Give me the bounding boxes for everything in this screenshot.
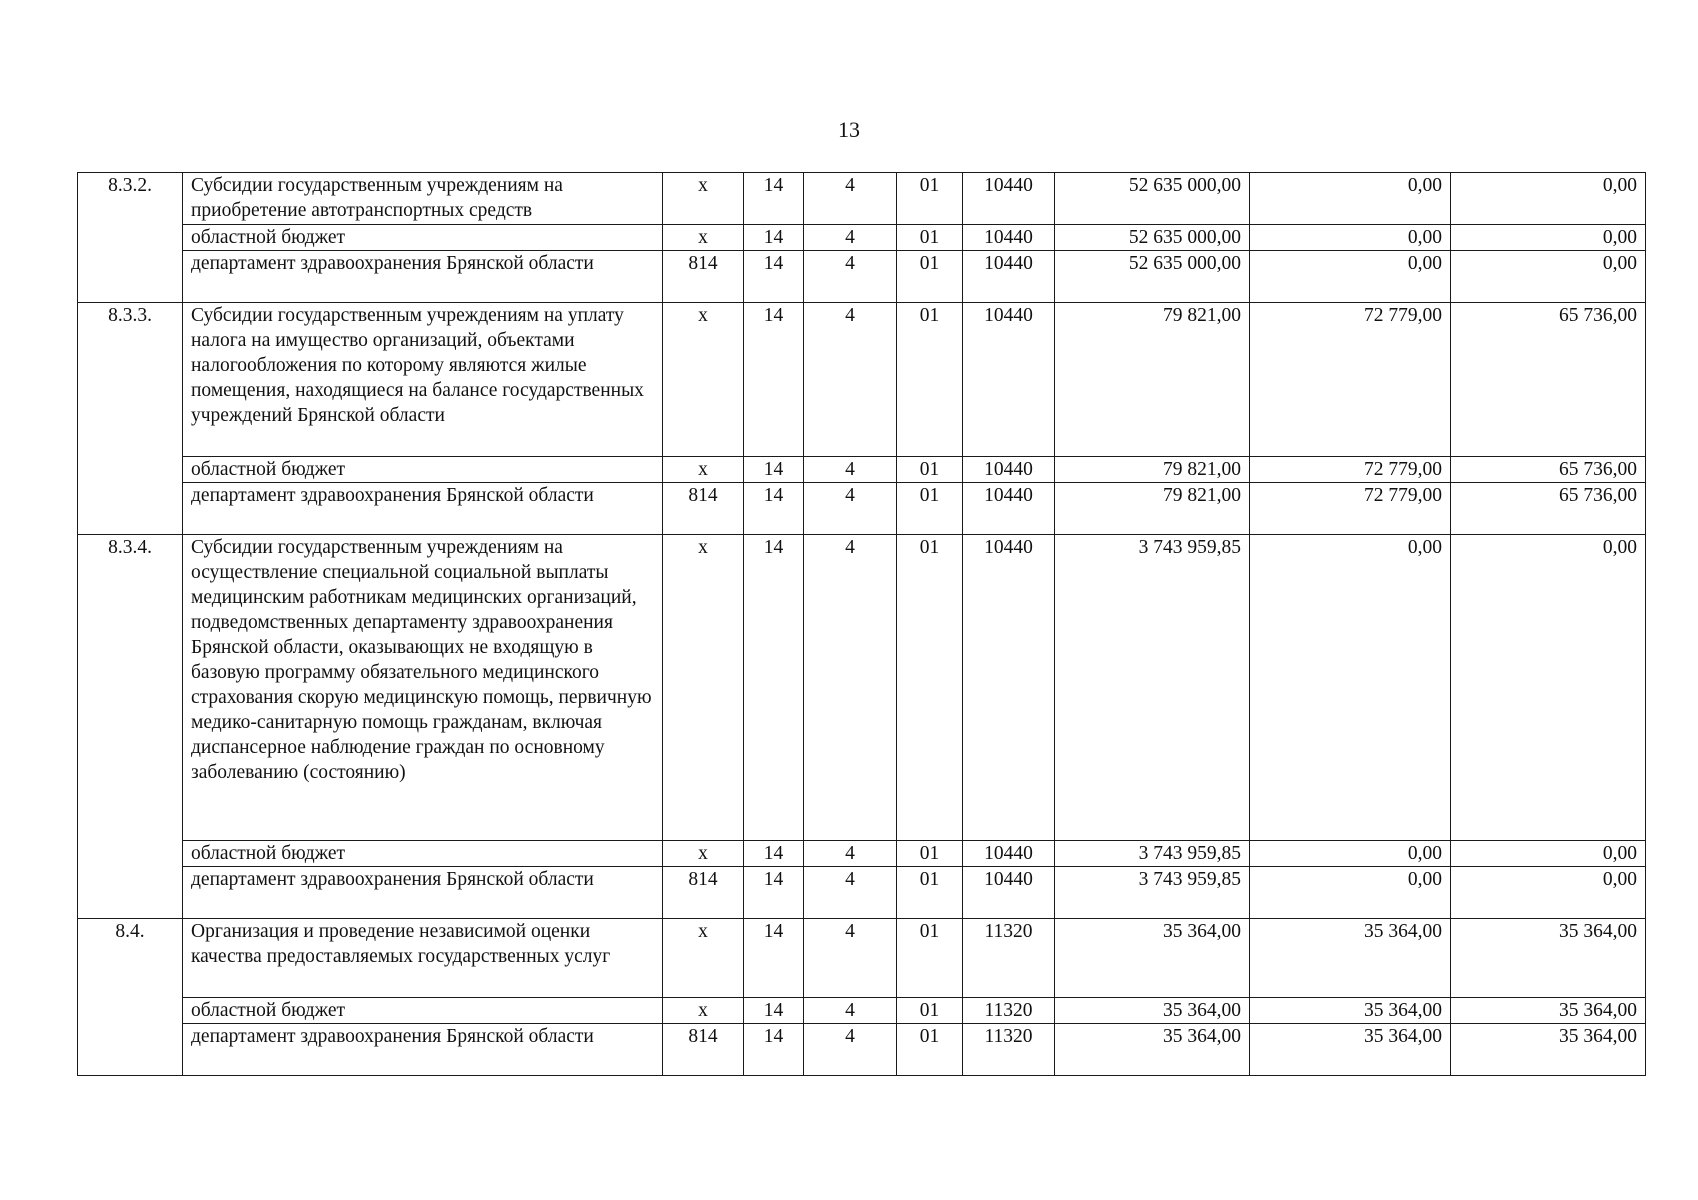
amount-year-2: 0,00 — [1250, 173, 1451, 225]
amount-year-1: 79 821,00 — [1055, 457, 1250, 483]
main-event-code: 01 — [897, 919, 963, 998]
amount-year-2: 0,00 — [1250, 867, 1451, 919]
section-number: 8.3.3. — [78, 303, 183, 535]
amount-year-2: 35 364,00 — [1250, 1024, 1451, 1076]
amount-year-1: 3 743 959,85 — [1055, 841, 1250, 867]
subprogram-code: 4 — [804, 998, 897, 1024]
main-event-code: 01 — [897, 173, 963, 225]
subprogram-code: 4 — [804, 483, 897, 535]
main-event-code: 01 — [897, 867, 963, 919]
subprogram-code: 4 — [804, 919, 897, 998]
subprogram-code: 4 — [804, 225, 897, 251]
amount-year-2: 0,00 — [1250, 251, 1451, 303]
direction-code: 10440 — [963, 173, 1055, 225]
amount-year-2: 72 779,00 — [1250, 303, 1451, 457]
subprogram-code: 4 — [804, 535, 897, 841]
row-name: областной бюджет — [183, 841, 663, 867]
direction-code: 11320 — [963, 919, 1055, 998]
direction-code: 10440 — [963, 483, 1055, 535]
table-row — [78, 303, 1646, 457]
main-event-code: 01 — [897, 1024, 963, 1076]
direction-code: 10440 — [963, 303, 1055, 457]
amount-year-3: 35 364,00 — [1451, 998, 1646, 1024]
program-code: 14 — [744, 535, 804, 841]
grbs-code: х — [663, 173, 744, 225]
amount-year-2: 35 364,00 — [1250, 919, 1451, 998]
grbs-code: 814 — [663, 867, 744, 919]
subprogram-code: 4 — [804, 251, 897, 303]
table-row — [78, 457, 1646, 483]
amount-year-1: 35 364,00 — [1055, 1024, 1250, 1076]
subprogram-code: 4 — [804, 841, 897, 867]
program-code: 14 — [744, 841, 804, 867]
amount-year-1: 3 743 959,85 — [1055, 867, 1250, 919]
direction-code: 11320 — [963, 1024, 1055, 1076]
main-event-code: 01 — [897, 998, 963, 1024]
main-event-code: 01 — [897, 251, 963, 303]
direction-code: 10440 — [963, 867, 1055, 919]
section-number: 8.3.4. — [78, 535, 183, 919]
row-name: Субсидии государственным учреждениям на осуществление специальной социальной выплаты медицинским работникам медицинских организаций, подведомственных департаменту здравоохранения Брянской области, оказывающих не входящую в базовую программу обязательного медицинского страхования скорую медицинскую помощь, первичную медико-санитарную помощь гражданам, включая диспансерное наблюдение граждан по основному заболеванию (состоянию) — [183, 535, 663, 841]
grbs-code: х — [663, 841, 744, 867]
subprogram-code: 4 — [804, 303, 897, 457]
section-number: 8.4. — [78, 919, 183, 1076]
table-row — [78, 919, 1646, 998]
row-name: департамент здравоохранения Брянской области — [183, 1024, 663, 1076]
amount-year-1: 35 364,00 — [1055, 919, 1250, 998]
program-code: 14 — [744, 1024, 804, 1076]
grbs-code: 814 — [663, 251, 744, 303]
program-code: 14 — [744, 919, 804, 998]
page-number: 13 — [838, 117, 860, 142]
amount-year-1: 35 364,00 — [1055, 998, 1250, 1024]
amount-year-1: 52 635 000,00 — [1055, 173, 1250, 225]
program-code: 14 — [744, 483, 804, 535]
row-name: Субсидии государственным учреждениям на приобретение автотранспортных средств — [183, 173, 663, 225]
amount-year-2: 0,00 — [1250, 535, 1451, 841]
amount-year-1: 52 635 000,00 — [1055, 225, 1250, 251]
program-code: 14 — [744, 251, 804, 303]
row-name: областной бюджет — [183, 998, 663, 1024]
amount-year-3: 0,00 — [1451, 225, 1646, 251]
amount-year-3: 65 736,00 — [1451, 483, 1646, 535]
grbs-code: х — [663, 998, 744, 1024]
table-row — [78, 1024, 1646, 1076]
amount-year-1: 79 821,00 — [1055, 483, 1250, 535]
grbs-code: х — [663, 919, 744, 998]
program-code: 14 — [744, 303, 804, 457]
amount-year-2: 0,00 — [1250, 225, 1451, 251]
direction-code: 11320 — [963, 998, 1055, 1024]
amount-year-3: 65 736,00 — [1451, 457, 1646, 483]
subprogram-code: 4 — [804, 173, 897, 225]
amount-year-1: 79 821,00 — [1055, 303, 1250, 457]
row-name: областной бюджет — [183, 225, 663, 251]
program-code: 14 — [744, 457, 804, 483]
amount-year-3: 35 364,00 — [1451, 1024, 1646, 1076]
table-row — [78, 483, 1646, 535]
main-event-code: 01 — [897, 225, 963, 251]
grbs-code: 814 — [663, 1024, 744, 1076]
table-row — [78, 173, 1646, 225]
table-row — [78, 251, 1646, 303]
amount-year-1: 52 635 000,00 — [1055, 251, 1250, 303]
amount-year-2: 72 779,00 — [1250, 457, 1451, 483]
table-row — [78, 535, 1646, 841]
table-row — [78, 998, 1646, 1024]
amount-year-2: 72 779,00 — [1250, 483, 1451, 535]
program-code: 14 — [744, 998, 804, 1024]
direction-code: 10440 — [963, 457, 1055, 483]
row-name: Организация и проведение независимой оценки качества предоставляемых государственных услуг — [183, 919, 663, 998]
budget-table — [77, 172, 1646, 1076]
main-event-code: 01 — [897, 535, 963, 841]
table-row — [78, 867, 1646, 919]
row-name: департамент здравоохранения Брянской области — [183, 867, 663, 919]
amount-year-3: 0,00 — [1451, 173, 1646, 225]
grbs-code: 814 — [663, 483, 744, 535]
amount-year-2: 35 364,00 — [1250, 998, 1451, 1024]
subprogram-code: 4 — [804, 1024, 897, 1076]
amount-year-3: 65 736,00 — [1451, 303, 1646, 457]
row-name: Субсидии государственным учреждениям на уплату налога на имущество организаций, объектами налогообложения по которому являются жилые помещения, находящиеся на балансе государственных учреждений Брянской области — [183, 303, 663, 457]
program-code: 14 — [744, 225, 804, 251]
amount-year-2: 0,00 — [1250, 841, 1451, 867]
amount-year-3: 35 364,00 — [1451, 919, 1646, 998]
grbs-code: х — [663, 535, 744, 841]
amount-year-3: 0,00 — [1451, 535, 1646, 841]
main-event-code: 01 — [897, 841, 963, 867]
grbs-code: х — [663, 303, 744, 457]
subprogram-code: 4 — [804, 457, 897, 483]
budget-table-body — [78, 173, 1646, 1076]
table-row — [78, 841, 1646, 867]
direction-code: 10440 — [963, 251, 1055, 303]
grbs-code: х — [663, 457, 744, 483]
direction-code: 10440 — [963, 535, 1055, 841]
amount-year-3: 0,00 — [1451, 251, 1646, 303]
direction-code: 10440 — [963, 225, 1055, 251]
main-event-code: 01 — [897, 457, 963, 483]
section-number: 8.3.2. — [78, 173, 183, 303]
main-event-code: 01 — [897, 483, 963, 535]
grbs-code: х — [663, 225, 744, 251]
program-code: 14 — [744, 867, 804, 919]
main-event-code: 01 — [897, 303, 963, 457]
program-code: 14 — [744, 173, 804, 225]
row-name: областной бюджет — [183, 457, 663, 483]
amount-year-3: 0,00 — [1451, 841, 1646, 867]
direction-code: 10440 — [963, 841, 1055, 867]
table-row — [78, 225, 1646, 251]
amount-year-1: 3 743 959,85 — [1055, 535, 1250, 841]
row-name: департамент здравоохранения Брянской области — [183, 251, 663, 303]
row-name: департамент здравоохранения Брянской области — [183, 483, 663, 535]
subprogram-code: 4 — [804, 867, 897, 919]
amount-year-3: 0,00 — [1451, 867, 1646, 919]
